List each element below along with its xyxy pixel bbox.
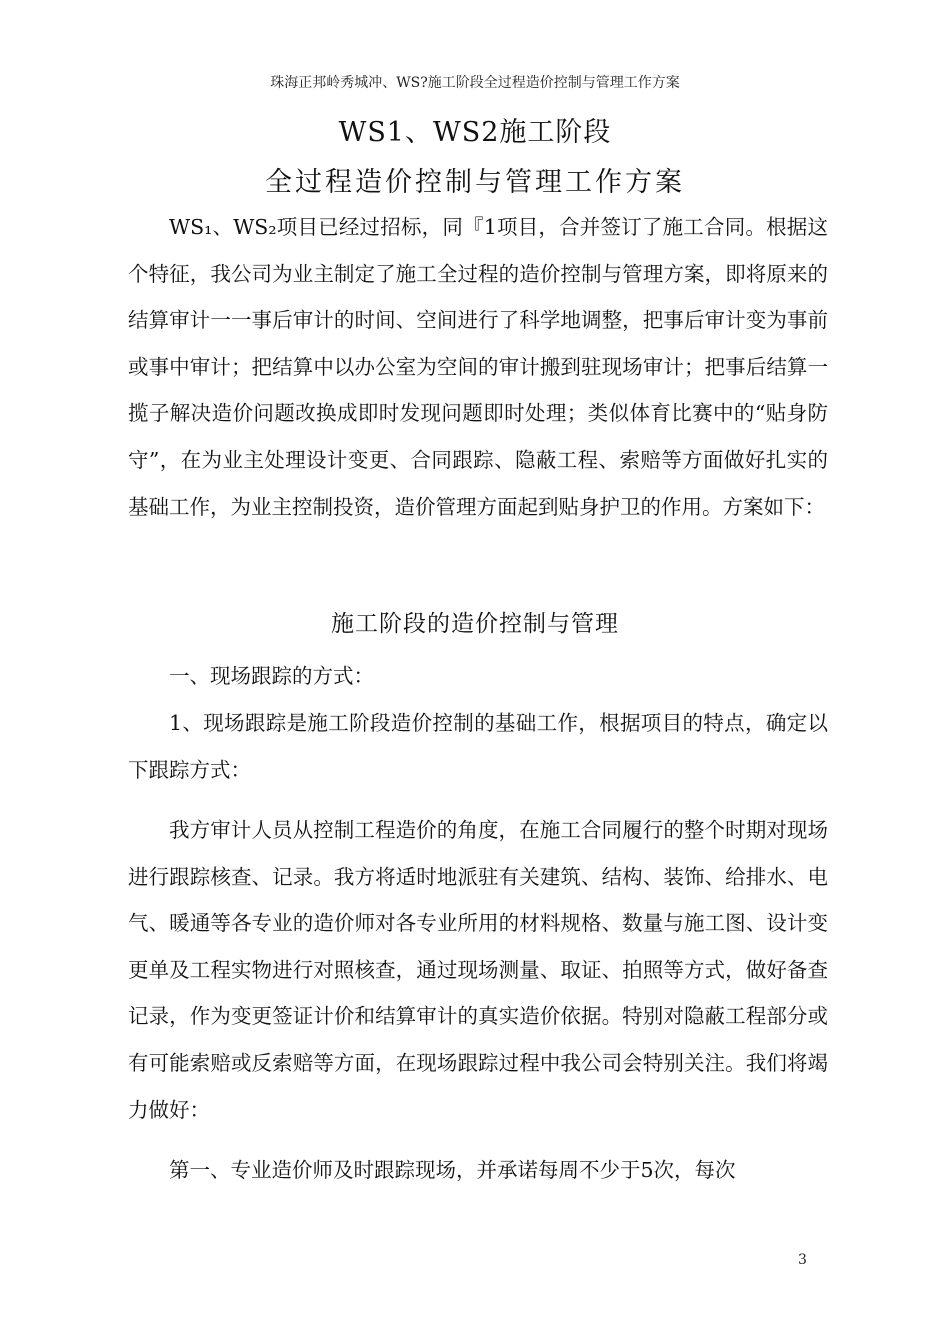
subsection-heading: 一、现场跟踪的方式： (169, 664, 374, 688)
section-heading: 施工阶段的造价控制与管理 (331, 611, 619, 637)
audit-paragraph: 我方审计人员从控制工程造价的角度，在施工合同履行的整个时期对现场进行跟踪核查、记录。我方将适时地派驻有关建筑、结构、装饰、给排水、电气、暖通等各专业的造价师对各专业所用的材料规格、数量与施工图、设计变更单及工程实物进行对照核查，通过现场测量、取证、拍照等方式，做好备查记录，作为变更签证计价和结算审计的真实造价依据。特别对隐蔽工程部分或有可能索赔或反索赔等方面，在现场跟踪过程中我公司会特别关注。我们将竭力做好： (128, 818, 828, 1122)
document-title-line-1: WS1、WS2施工阶段 (338, 117, 612, 148)
intro-paragraph: WS₁、WS₂项目已经过招标，同『1项目，合并签订了施工合同。根据这个特征，我公司为业主制定了施工全过程的造价控制与管理方案，即将原来的结算审计一一事后审计的时间、空间进行了科学地调整，把事后审计变为事前或事中审计；把结算中以办公室为空间的审计搬到驻现场审计；把事后结算一揽子解决造价问题改换成即时发现问题即时处理；类似体育比赛中的“贴身防守”，在为业主处理设计变更、合同跟踪、隐蔽工程、索赔等方面做好扎实的基础工作，为业主控制投资，造价管理方面起到贴身护卫的作用。方案如下： (128, 215, 828, 519)
page-number: 3 (798, 1252, 807, 1268)
document-title-line-2: 全过程造价控制与管理工作方案 (265, 167, 685, 198)
numbered-item-1: 1、现场跟踪是施工阶段造价控制的基础工作，根据项目的特点，确定以下跟踪方式： (128, 711, 828, 782)
running-header: 珠海正邦岭秀城冲、WS?施工阶段全过程造价控制与管理工作方案 (270, 75, 680, 91)
first-point-paragraph: 第一、专业造价师及时跟踪现场，并承诺每周不少于5次，每次 (169, 1158, 736, 1182)
